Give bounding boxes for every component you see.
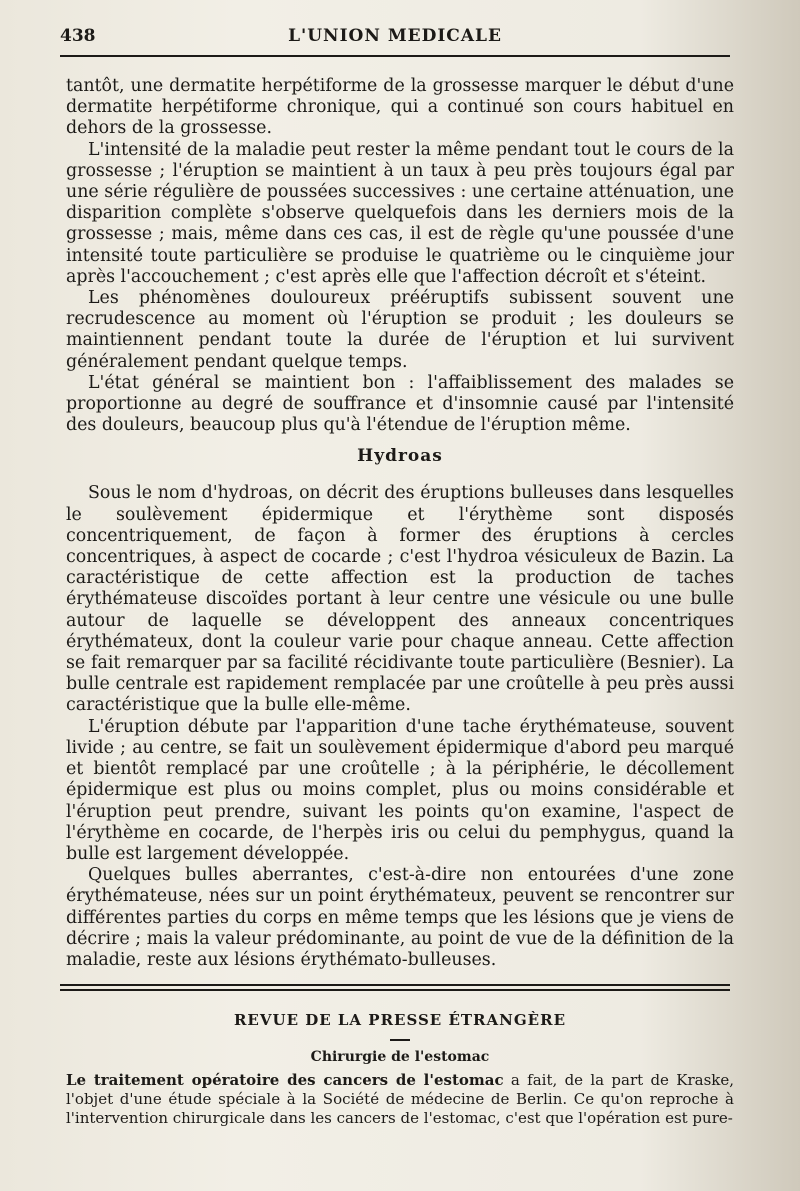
section-title: Hydroas (357, 446, 443, 467)
paragraph: Quelques bulles aberrantes, c'est-à-dire non entourées d'une zone érythémateuse, nées sur un point érythémateux, peuvent se rencontrer sur différentes parties du corps en même temps que les lésions que je viens de décrire ; mais la valeur prédominante, au point de vue de la définition de la maladie, reste aux lésions érythémato-bulleuses. (66, 865, 734, 970)
short-divider (390, 1039, 410, 1041)
revue-lead: Le traitement opératoire des cancers de l'estomac (66, 1071, 504, 1089)
header-rule (60, 55, 730, 57)
page-header (60, 20, 730, 50)
paragraph: L'intensité de la maladie peut rester la même pendant tout le cours de la grossesse ; l'éruption se maintient à un taux à peu près toujours égal par une série régulière de poussées successives : une certaine atténuation, une disparition complète s'observe quelquefois dans les derniers mois de la grossesse ; mais, même dans ces cas, il est de règle qu'une poussée d'une intensité toute particulière se produise le quatrième ou le cinquième jour après l'accouchement ; c'est après elle que l'affection décroît et s'éteint. (66, 139, 734, 287)
page-number: 438 (60, 26, 96, 46)
revue-title: REVUE DE LA PRESSE ÉTRANGÈRE (233, 1011, 567, 1029)
section-divider (60, 984, 730, 991)
paragraph: L'éruption débute par l'apparition d'une tache érythémateuse, souvent livide ; au centre, se fait un soulèvement épidermique d'abord peu marqué et bientôt remplacé par une croûtelle ; à la périphérie, le décollement épidermique est plus ou moins complet, plus ou moins considérable et l'éruption peut prendre, suivant les points qu'on examine, l'aspect de l'érythème en cocarde, de l'herpès iris ou celui du pemphygus, quand la bulle est largement développée. (66, 716, 734, 864)
revue-paragraph (66, 1071, 734, 1128)
revue-text: a fait, de la part de Kraske, l'objet d'une étude spéciale à la Société de médecine de Berlin. Ce qu'on reproche à l'intervention chirurgicale dans les cancers de l'estomac, c'est que l'opération est pure- (66, 1071, 734, 1127)
paragraph: Les phénomènes douloureux prééruptifs subissent souvent une recrudescence au moment où l'éruption se produit ; les douleurs se maintiennent pendant toute la durée de l'éruption et lui survivent généralement pendant quelque temps. (66, 288, 734, 372)
revue-section (66, 1011, 734, 1128)
paragraph: L'état général se maintient bon : l'affaiblissement des malades se proportionne au degré de souffrance et d'insomnie causé par l'intensité des douleurs, beaucoup plus qu'à l'étendue de l'éruption même. (66, 372, 734, 436)
main-text (66, 76, 734, 971)
running-head: L'UNION MEDICALE (288, 26, 502, 46)
paragraph: Sous le nom d'hydroas, on décrit des éruptions bulleuses dans lesquelles le soulèvement épidermique et l'érythème sont disposés concentriquement, de façon à former des éruptions à cercles concentriques, à aspect de cocarde ; c'est l'hydroa vésiculeux de Bazin. La caractéristique de cette affection est la production de taches érythémateuse discoïdes portant à leur centre une vésicule ou une bulle autour de laquelle se développent des anneaux concentriques érythémateux, dont la couleur varie pour chaque anneau. Cette affection se fait remarquer par sa facilité récidivante toute particulière (Besnier). La bulle centrale est rapidement remplacée par une croûtelle à peu près aussi caractéristique que la bulle elle-même. (66, 483, 734, 716)
revue-subtitle: Chirurgie de l'estomac (310, 1049, 490, 1065)
paragraph: tantôt, une dermatite herpétiforme de la grossesse marquer le début d'une dermatite herpétiforme chronique, qui a continué son cours habituel en dehors de la grossesse. (66, 76, 734, 139)
